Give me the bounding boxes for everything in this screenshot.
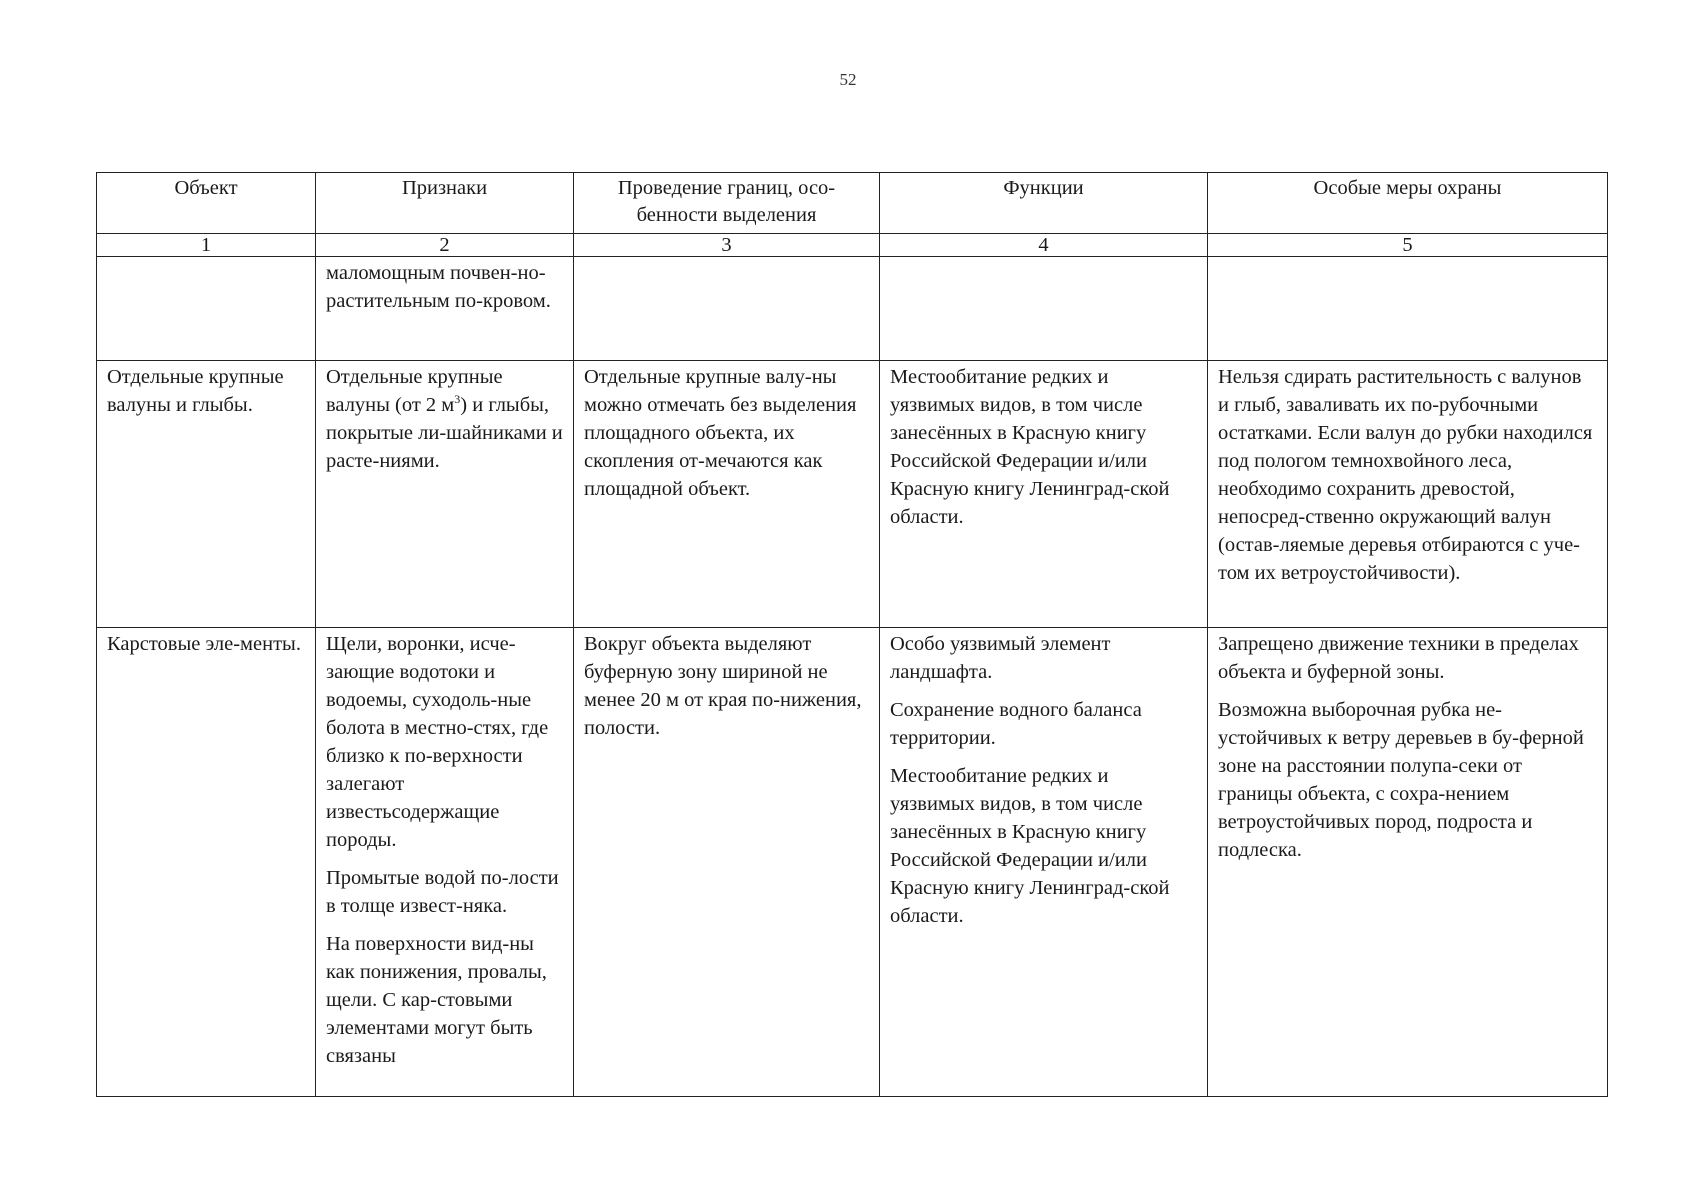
cell-paragraph — [326, 363, 563, 475]
cell-paragraph: Сохранение водного баланса территории. — [890, 699, 1142, 749]
column-number: 4 — [880, 234, 1208, 257]
cell-paragraph: Нельзя сдирать растительность с валунов и глыб, заваливать их по-рубочными остатками. Если валун до рубки находился под пологом темнохвойного леса, необходимо сохранить древостой, непосред-ственно окружающий валун (остав-ляемые деревья отбираются с уче-том их ветроустойчивости). — [1218, 366, 1593, 584]
object-cell: Карстовые эле-менты. — [97, 628, 316, 1097]
table-row — [97, 257, 1608, 361]
cell-paragraph: маломощным почвен-но-растительным по-кровом. — [326, 262, 551, 312]
cell-paragraph: Отдельные крупные валу-ны можно отмечать без выделения площадного объекта, их скопления от-мечаются как площадной объект. — [584, 366, 857, 500]
signs-cell — [316, 628, 574, 1097]
object-cell: Отдельные крупные валуны и глыбы. — [97, 361, 316, 628]
cell-paragraph: Промытые водой по-лости в толще извест-няка. — [326, 867, 559, 917]
functions-cell — [880, 257, 1208, 361]
signs-text-prefix: Отдельные крупные валуны (от 2 м — [326, 366, 503, 416]
signs-text-suffix: ) и глыбы, покрытые ли-шайниками и расте-ниями. — [326, 394, 563, 472]
header-signs: Признаки — [316, 173, 574, 234]
column-number: 1 — [97, 234, 316, 257]
borders-cell — [574, 257, 880, 361]
column-number: 5 — [1208, 234, 1608, 257]
column-number-row — [97, 234, 1608, 257]
column-number: 2 — [316, 234, 574, 257]
signs-cell — [316, 361, 574, 628]
cell-paragraph: Особо уязвимый элемент ландшафта. — [890, 633, 1111, 683]
table-header-row — [97, 173, 1608, 234]
cell-paragraph: Местообитание редких и уязвимых видов, в том числе занесённых в Красную книгу Российской Федерации и/или Красную книгу Ленинград-ской области. — [890, 366, 1170, 528]
object-cell — [97, 257, 316, 361]
header-borders: Проведение границ, осо-бенности выделения — [574, 173, 880, 234]
cell-paragraph: Щели, воронки, исче-зающие водотоки и водоемы, суходоль-ные болота в местно-стях, где близко к по-верхности залегают известьсодержащие породы. — [326, 633, 549, 851]
borders-cell — [574, 628, 880, 1097]
measures-cell — [1208, 628, 1608, 1097]
column-number: 3 — [574, 234, 880, 257]
functions-cell — [880, 361, 1208, 628]
borders-cell — [574, 361, 880, 628]
measures-cell — [1208, 257, 1608, 361]
protection-table — [96, 172, 1608, 1097]
cell-paragraph: На поверхности вид-ны как понижения, провалы, щели. С кар-стовыми элементами могут быть связаны — [326, 933, 547, 1067]
header-functions: Функции — [880, 173, 1208, 234]
signs-cell — [316, 257, 574, 361]
cell-paragraph: Запрещено движение техники в пределах объекта и буферной зоны. — [1218, 633, 1579, 683]
table-row — [97, 628, 1608, 1097]
table-row — [97, 361, 1608, 628]
page-number: 52 — [839, 70, 857, 89]
header-measures: Особые меры охраны — [1208, 173, 1608, 234]
cell-paragraph: Возможна выборочная рубка не-устойчивых к ветру деревьев в бу-ферной зоне на расстоянии полупа-секи от границы объекта, с сохра-нением ветроустойчивых пород, подроста и подлеска. — [1218, 699, 1584, 861]
superscript: 3 — [454, 392, 461, 407]
cell-paragraph: Местообитание редких и уязвимых видов, в том числе занесённых в Красную книгу Российской Федерации и/или Красную книгу Ленинград-ской области. — [890, 765, 1170, 927]
header-object: Объект — [97, 173, 316, 234]
functions-cell — [880, 628, 1208, 1097]
cell-paragraph: Вокруг объекта выделяют буферную зону шириной не менее 20 м от края по-нижения, полости. — [584, 633, 862, 739]
measures-cell — [1208, 361, 1608, 628]
